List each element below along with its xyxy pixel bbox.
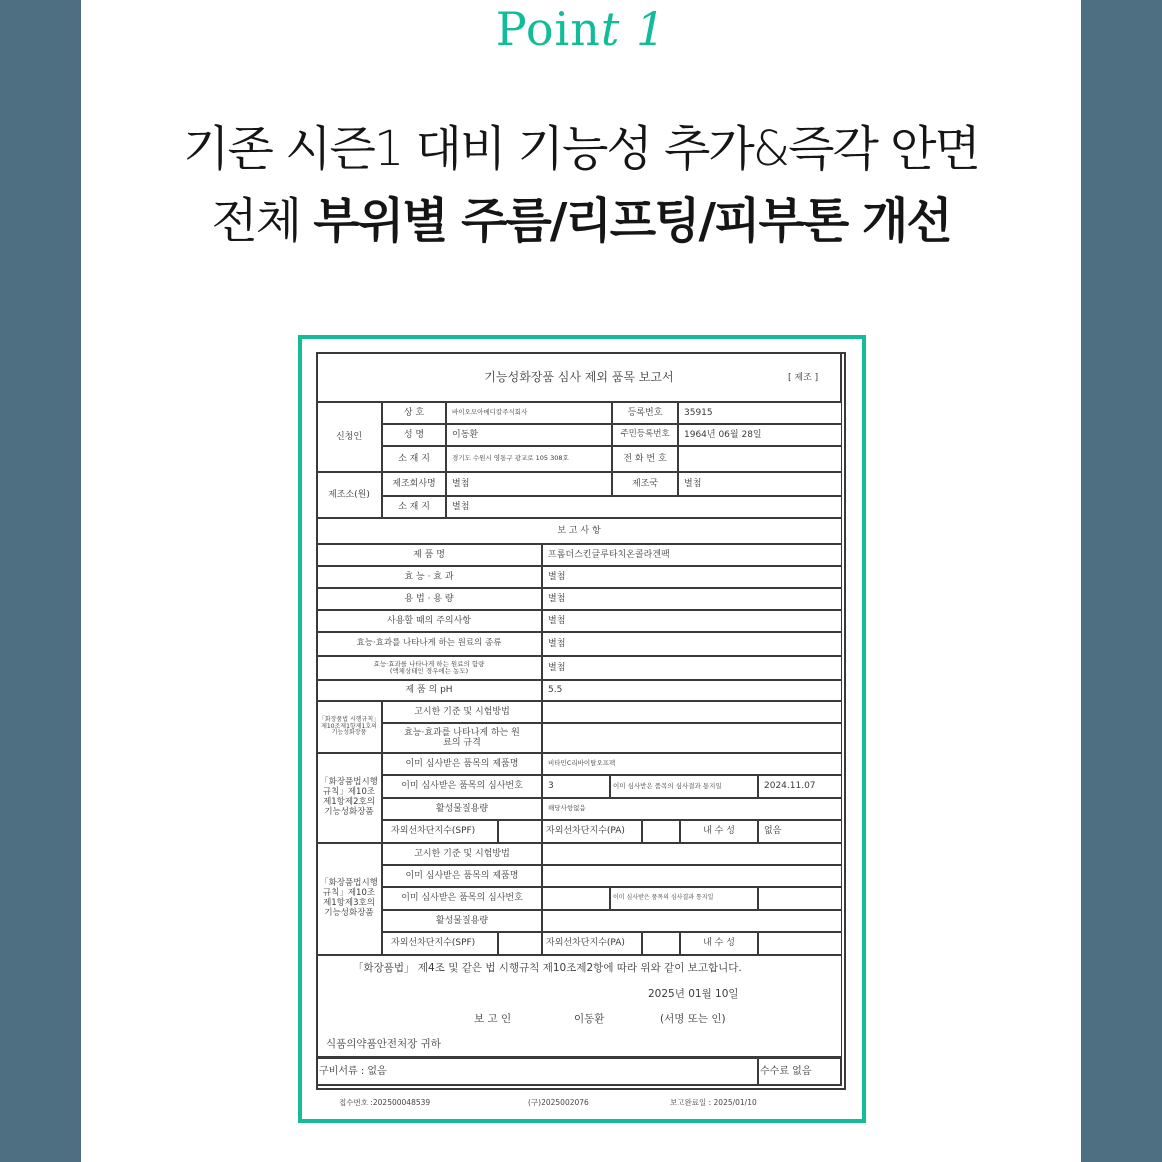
maker-label: 제조회사명 (382, 472, 446, 496)
receipt-number: 접수번호 :202500048539 (339, 1098, 431, 1107)
company-value: 바이오모아메디칼주식회사 (446, 402, 612, 424)
manufacturer-address-value: 별첨 (446, 496, 842, 518)
phone-value (678, 446, 842, 472)
report-section-title: 보 고 사 항 (316, 518, 842, 544)
document-title: 기능성화장품 심사 제외 품목 보고서 (484, 369, 674, 384)
group2-active-content-label: 활성물질용량 (382, 798, 542, 820)
group2-water-label: 내 수 성 (680, 820, 758, 843)
report-item-value: 5.5 (542, 680, 842, 701)
report-item-value: 별첨 (542, 656, 842, 680)
document-type-tag: [ 제조 ] (788, 373, 819, 383)
report-item-value: 별첨 (542, 632, 842, 656)
group1-label: 「화장품법 시행규칙」 제10조제1항제1호의 기능성화장품 (316, 701, 382, 753)
report-item-value: 프롬더스킨글루타치온콜라겐팩 (542, 544, 842, 566)
completed-date: 보고완료일 : 2025/01/10 (670, 1098, 757, 1107)
headline-line-2: 전체 부위별 주름/리프팅/피부톤 개선 (211, 193, 951, 249)
report-item-label: 제 품 명 (316, 544, 542, 566)
document-title-row (316, 352, 842, 402)
group2-notice-date-label: 이미 심사받은 품목의 심사결과 통지일 (610, 775, 758, 798)
group3-spf-value (498, 932, 542, 955)
group3-spf-label: 자외선차단지수(SPF) (382, 932, 498, 955)
phone-label: 전 화 번 호 (612, 446, 678, 472)
report-item-label: 제 품 의 pH (316, 680, 542, 701)
report-item-label: 효능·효과를 나타나게 하는 원료의 함량 (액체상태인 경우에는 농도) (316, 656, 542, 680)
group2-spf-label: 자외선차단지수(SPF) (382, 820, 498, 843)
group3-prev-review-no-value (542, 887, 610, 910)
group2-prev-review-no-value: 3 (542, 775, 610, 798)
group3-active-content-value (542, 910, 842, 932)
point-label: Point 1 (495, 2, 667, 56)
group3-active-content-label: 활성물질용량 (382, 910, 542, 932)
reg-no-label: 등록번호 (612, 402, 678, 424)
report-item-value: 별첨 (542, 588, 842, 610)
group3-prev-review-no-label: 이미 심사받은 품목의 심사번호 (382, 887, 542, 910)
report-item-label: 사용할 때의 주의사항 (316, 610, 542, 632)
signature-note: (서명 또는 인) (660, 1013, 726, 1025)
group2-water-value: 없음 (758, 820, 842, 843)
group3-standard-label: 고시한 기준 및 시험방법 (382, 843, 542, 865)
reg-no-value: 35915 (678, 402, 842, 424)
manufacturer-address-label: 소 재 지 (382, 496, 446, 518)
reporter-label: 보 고 인 (474, 1013, 512, 1025)
report-item-value: 별첨 (542, 566, 842, 588)
resident-no-label: 주민등록번호 (612, 424, 678, 446)
attachments: 구비서류 : 없음 (316, 1057, 758, 1086)
group2-pa-value (642, 820, 680, 843)
group3-prev-product-label: 이미 심사받은 품목의 제품명 (382, 865, 542, 887)
group2-active-content-value: 해당사항없음 (542, 798, 842, 820)
group3-label: 「화장품법시행규칙」제10조제1항제3호의기능성화장품 (316, 843, 382, 955)
address-value: 경기도 수원시 영통구 광교로 105 308호 (446, 446, 612, 472)
applicant-section-label: 신청인 (316, 402, 382, 472)
address-label: 소 재 지 (382, 446, 446, 472)
group1-row-value (542, 723, 842, 753)
report-item-label: 용 법 · 용 량 (316, 588, 542, 610)
group2-prev-product-label: 이미 심사받은 품목의 제품명 (382, 753, 542, 775)
group2-pa-label: 자외선차단지수(PA) (542, 820, 642, 843)
group3-pa-label: 자외선차단지수(PA) (542, 932, 642, 955)
group3-pa-value (642, 932, 680, 955)
group3-notice-date-value (758, 887, 842, 910)
report-item-label: 효능·효과를 나타나게 하는 원료의 종류 (316, 632, 542, 656)
group1-row-label: 효능·효과를 나타나게 하는 원료의 규격 (382, 723, 542, 753)
group3-notice-date-label: 이미 심사받은 품목의 심사결과 통지일 (610, 887, 758, 910)
country-label: 제조국 (612, 472, 678, 496)
resident-no-value: 1964년 06월 28일 (678, 424, 842, 446)
group3-water-value (758, 932, 842, 955)
group2-label: 「화장품법시행규칙」제10조제1항제2호의기능성화장품 (316, 753, 382, 843)
group2-spf-value (498, 820, 542, 843)
report-item-value: 별첨 (542, 610, 842, 632)
group2-notice-date-value: 2024.11.07 (758, 775, 842, 798)
addressee: 식품의약품안전처장 귀하 (326, 1038, 441, 1050)
reporter-name: 이동환 (574, 1013, 605, 1025)
manufacturer-section-label: 제조소(원) (316, 472, 382, 518)
group2-prev-product-value: 비타민C리바이탈오프팩 (542, 753, 842, 775)
name-label: 성 명 (382, 424, 446, 446)
report-item-label: 효 능 · 효 과 (316, 566, 542, 588)
group3-water-label: 내 수 성 (680, 932, 758, 955)
report-number: (구)2025002076 (528, 1098, 589, 1107)
report-date: 2025년 01월 10일 (648, 988, 739, 1000)
group3-prev-product-value (542, 865, 842, 887)
declaration-text: 「화장품법」 제4조 및 같은 법 시행규칙 제10조제2항에 따라 위와 같이 보고합니다. (353, 962, 742, 974)
maker-value: 별첨 (446, 472, 612, 496)
country-value: 별첨 (678, 472, 842, 496)
group2-prev-review-no-label: 이미 심사받은 품목의 심사번호 (382, 775, 542, 798)
headline-line-1: 기존 시즌1 대비 기능성 추가&즉각 안면 (183, 121, 979, 177)
company-label: 상 호 (382, 402, 446, 424)
name-value: 이동환 (446, 424, 612, 446)
fee: 수수료 없음 (758, 1057, 842, 1086)
group3-standard-value (542, 843, 842, 865)
group1-row-label: 고시한 기준 및 시험방법 (382, 701, 542, 723)
group1-row-value (542, 701, 842, 723)
